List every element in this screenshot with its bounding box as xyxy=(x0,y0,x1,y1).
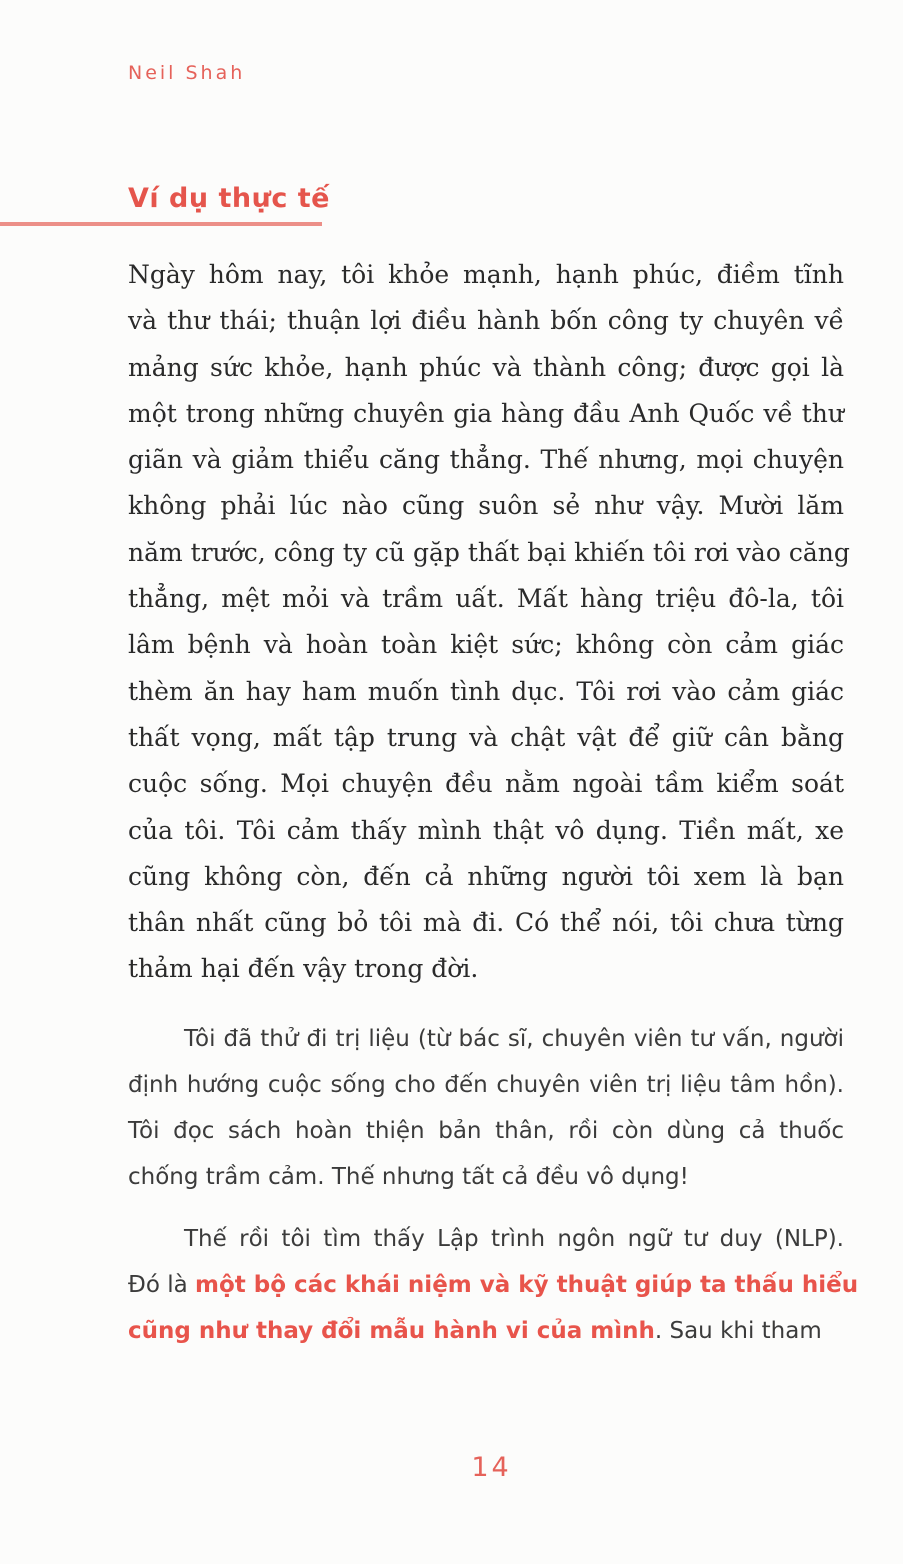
text-line: một trong những chuyên gia hàng đầu Anh Quốc về thư xyxy=(128,398,844,428)
text-line: thảm hại đến vậy trong đời. xyxy=(128,954,479,984)
highlighted-definition: cũng như thay đổi mẫu hành vi của mình xyxy=(128,1318,655,1344)
text-line: mảng sức khỏe, hạnh phúc và thành công; được gọi là xyxy=(128,352,844,382)
text-line: Ngày hôm nay, tôi khỏe mạnh, hạnh phúc, điềm tĩnh xyxy=(128,260,844,289)
text-line: năm trước, công ty cũ gặp thất bại khiến tôi rơi vào căng xyxy=(128,537,850,567)
line-suffix: . Sau khi tham xyxy=(654,1318,822,1344)
text-line: Thế rồi tôi tìm thấy Lập trình ngôn ngữ tư duy (NLP). xyxy=(184,1226,844,1252)
text-line: Tôi đã thử đi trị liệu (từ bác sĩ, chuyên viên tư vấn, người xyxy=(184,1026,844,1052)
text-line: cũng không còn, đến cả những người tôi xem là bạn xyxy=(128,861,844,891)
heading-underline-rule xyxy=(0,222,322,226)
highlighted-definition: một bộ các khái niệm và kỹ thuật giúp ta thấu hiểu xyxy=(195,1272,859,1298)
text-line: giãn và giảm thiểu căng thẳng. Thế nhưng, mọi chuyện xyxy=(128,445,844,475)
text-line: chống trầm cảm. Thế nhưng tất cả đều vô dụng! xyxy=(128,1164,689,1190)
running-header-author: Neil Shah xyxy=(128,62,246,84)
therapy-paragraph xyxy=(128,1016,844,1200)
page-number: 14 xyxy=(471,1452,512,1483)
text-line: định hướng cuộc sống cho đến chuyên viên trị liệu tâm hồn). xyxy=(128,1072,844,1098)
nlp-paragraph xyxy=(128,1216,859,1354)
text-line: của tôi. Tôi cảm thấy mình thật vô dụng. Tiền mất, xe xyxy=(128,815,844,845)
text-line xyxy=(128,1262,859,1308)
section-heading: Ví dụ thực tế xyxy=(128,183,330,214)
text-line: cuộc sống. Mọi chuyện đều nằm ngoài tầm kiểm soát xyxy=(128,769,844,799)
text-line: thẳng, mệt mỏi và trầm uất. Mất hàng triệu đô-la, tôi xyxy=(128,584,844,614)
line-prefix: Đó là xyxy=(128,1272,196,1298)
text-line: thất vọng, mất tập trung và chật vật để giữ cân bằng xyxy=(128,722,844,752)
text-line: không phải lúc nào cũng suôn sẻ như vậy. Mười lăm xyxy=(128,491,844,521)
intro-paragraph xyxy=(128,252,850,993)
text-line xyxy=(128,1308,844,1354)
text-line: thân nhất cũng bỏ tôi mà đi. Có thể nói, tôi chưa từng xyxy=(128,908,844,938)
text-line: Tôi đọc sách hoàn thiện bản thân, rồi còn dùng cả thuốc xyxy=(128,1118,844,1144)
text-line: thèm ăn hay ham muốn tình dục. Tôi rơi vào cảm giác xyxy=(128,676,844,706)
text-line: và thư thái; thuận lợi điều hành bốn công ty chuyên về xyxy=(128,306,844,336)
text-line: lâm bệnh và hoàn toàn kiệt sức; không còn cảm giác xyxy=(128,630,844,660)
